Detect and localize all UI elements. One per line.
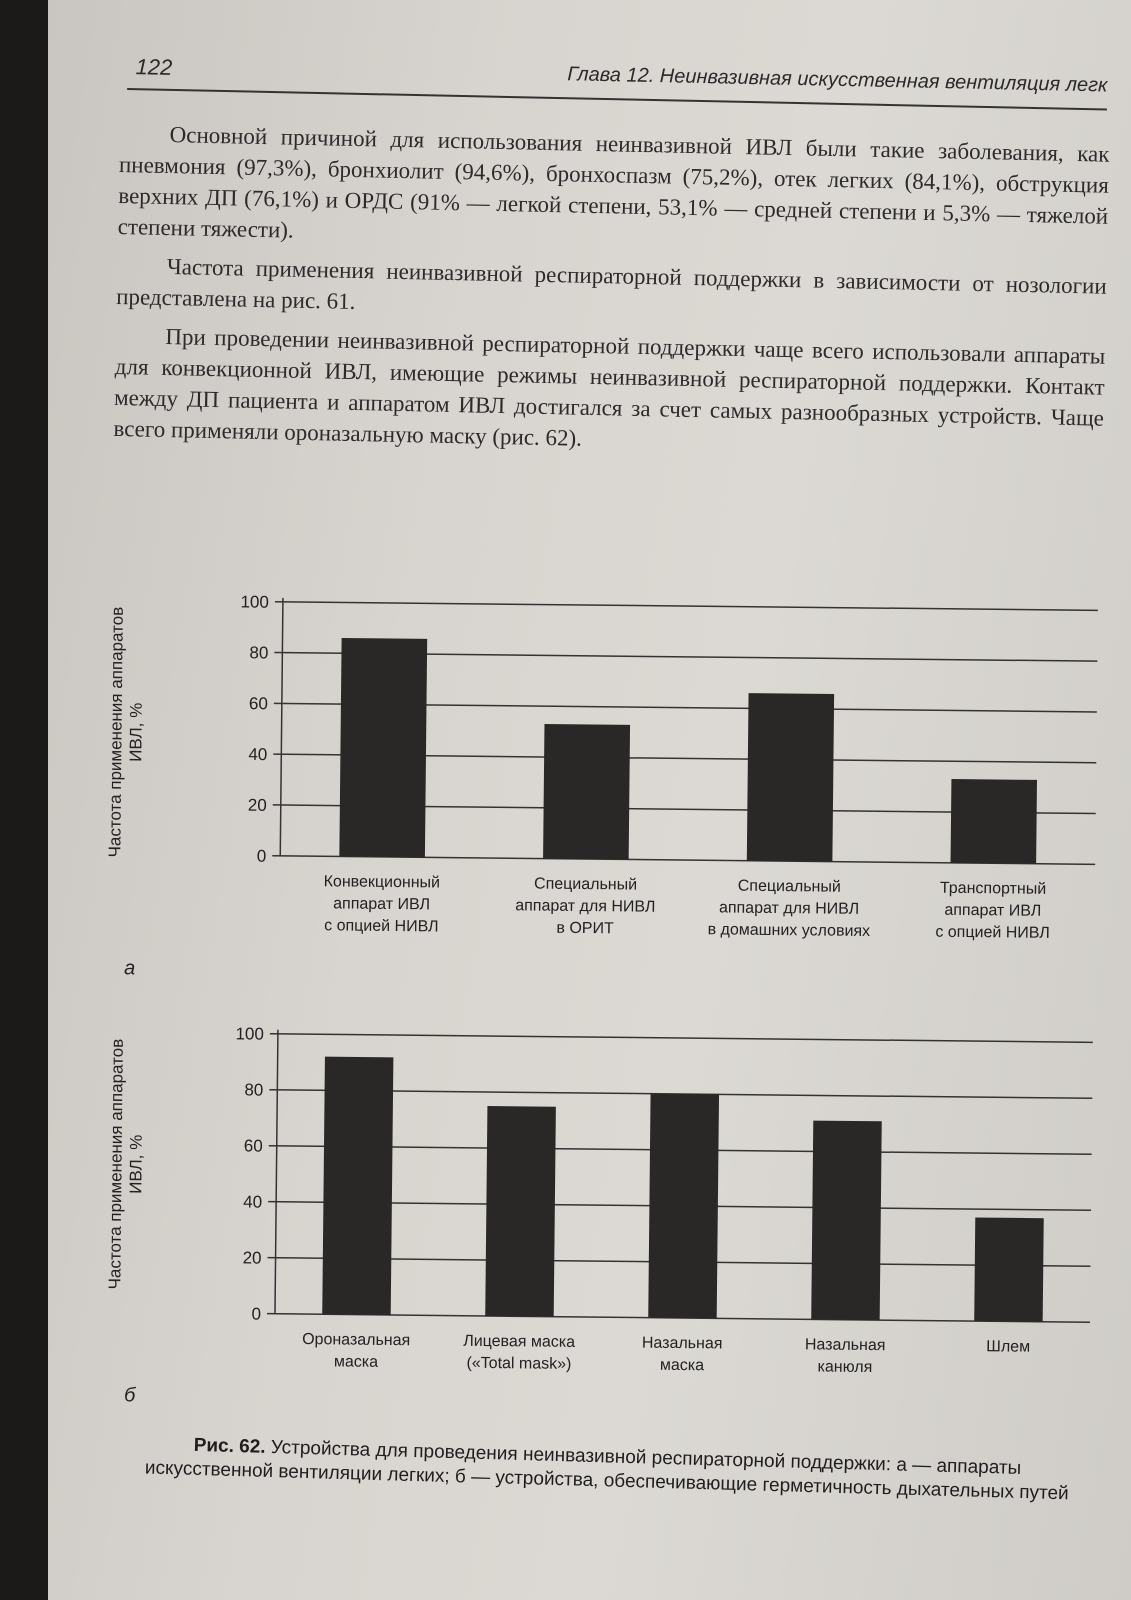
y-tick-label: 80 — [249, 643, 269, 663]
x-tick-label: аппарат ИВЛ — [333, 895, 431, 914]
x-tick-label: с опцией НИВЛ — [324, 917, 439, 936]
x-tick-label: в ОРИТ — [556, 919, 614, 938]
bar-chart-b — [104, 1024, 1108, 1434]
x-tick-label: («Total mask») — [466, 1354, 572, 1373]
y-tick-label: 80 — [244, 1080, 264, 1100]
y-tick-label: 20 — [242, 1248, 262, 1268]
bar-chart-a — [104, 592, 1108, 1002]
panel-label: а — [123, 957, 136, 980]
x-tick-label: Специальный — [737, 877, 841, 896]
x-tick-label: аппарат для НИВЛ — [515, 897, 656, 916]
book-page — [48, 0, 1131, 1600]
y-axis-label: Частота применения аппаратов ИВЛ, % — [105, 606, 146, 858]
bar — [648, 1094, 719, 1319]
x-tick-label: с опцией НИВЛ — [935, 923, 1050, 942]
y-tick-label: 20 — [247, 795, 267, 815]
y-tick-label: 60 — [243, 1136, 263, 1156]
x-tick-label: аппарат ИВЛ — [944, 901, 1042, 920]
y-tick-label: 100 — [240, 592, 270, 612]
running-head: Глава 12. Неинвазивная искусственная вентиляция легк — [567, 63, 1108, 97]
caption-text: Устройства для проведения неинвазивной респираторной поддержки: а — аппараты искусственной вентиляции легких; б — устройства, обеспечивающие герметичность дыхательных путей — [144, 1436, 1069, 1505]
x-tick-label: Ороназальная — [302, 1331, 411, 1350]
chart-a-svg — [104, 592, 1108, 1002]
x-tick-label: Специальный — [533, 875, 638, 894]
paragraph: Основной причиной для использования неинвазивной ИВЛ были такие заболевания, как пневмония (97,3%), бронхиолит (94,6%), бронхоспазм (75,2%), отек легких (84,1%), обструкция верхних ДП (76,1%) и ОРДС (91% — легкой степени, 53,1% — средней степени и 5,3% — тяжелой степени тяжести). — [117, 122, 1110, 243]
y-tick-label: 40 — [243, 1192, 263, 1212]
bar — [543, 724, 630, 860]
gridline — [270, 1034, 1093, 1043]
panel-label: б — [123, 1384, 136, 1407]
page-header — [127, 48, 1108, 111]
y-axis — [275, 1030, 278, 1314]
y-tick-label: 0 — [256, 846, 267, 866]
x-tick-label: Шлем — [986, 1338, 1031, 1356]
y-tick-label: 0 — [251, 1304, 262, 1324]
x-tick-label: Транспортный — [939, 879, 1047, 898]
chart-b-svg — [104, 1024, 1108, 1434]
body-text — [113, 118, 1110, 473]
bar — [951, 779, 1037, 864]
y-tick-label: 100 — [235, 1024, 265, 1044]
x-tick-label: Конвекционный — [323, 873, 441, 892]
x-tick-label: в домашних условиях — [707, 921, 871, 940]
bar — [747, 693, 834, 862]
bar — [485, 1106, 556, 1317]
bar — [339, 638, 427, 857]
x-tick-label: Лицевая маска — [463, 1332, 576, 1351]
caption-label: Рис. 62. — [193, 1434, 266, 1458]
bar — [974, 1217, 1044, 1321]
x-tick-label: Назальная — [641, 1334, 723, 1353]
x-tick-label: Назальная — [804, 1336, 886, 1355]
figure-caption — [127, 1432, 1088, 1507]
x-tick-label: маска — [659, 1356, 705, 1375]
y-tick-label: 60 — [248, 694, 268, 714]
y-axis-label: Частота применения аппаратов ИВЛ, % — [105, 1038, 146, 1290]
paragraph: При проведении неинвазивной респираторной поддержки чаще всего использовали аппараты для конвекционной ИВЛ, имеющие режимы неинвазивной респираторной поддержки. Контакт между ДП пациента и аппаратом ИВЛ достигался за счет самых разнообразных устройств. Чаще всего применяли ороназальную маску (рис. 62). — [113, 324, 1106, 451]
page-number: 122 — [135, 54, 173, 80]
bar — [322, 1057, 393, 1315]
x-tick-label: аппарат для НИВЛ — [718, 899, 860, 918]
bar — [811, 1121, 882, 1321]
y-tick-label: 40 — [248, 744, 268, 765]
x-tick-label: канюля — [817, 1358, 873, 1377]
gridline — [275, 602, 1098, 611]
x-tick-label: маска — [333, 1353, 379, 1371]
y-axis — [280, 598, 283, 856]
paragraph: Частота применения неинвазивной респираторной поддержки в зависимости от нозологии представлена на рис. 61. — [116, 254, 1107, 314]
